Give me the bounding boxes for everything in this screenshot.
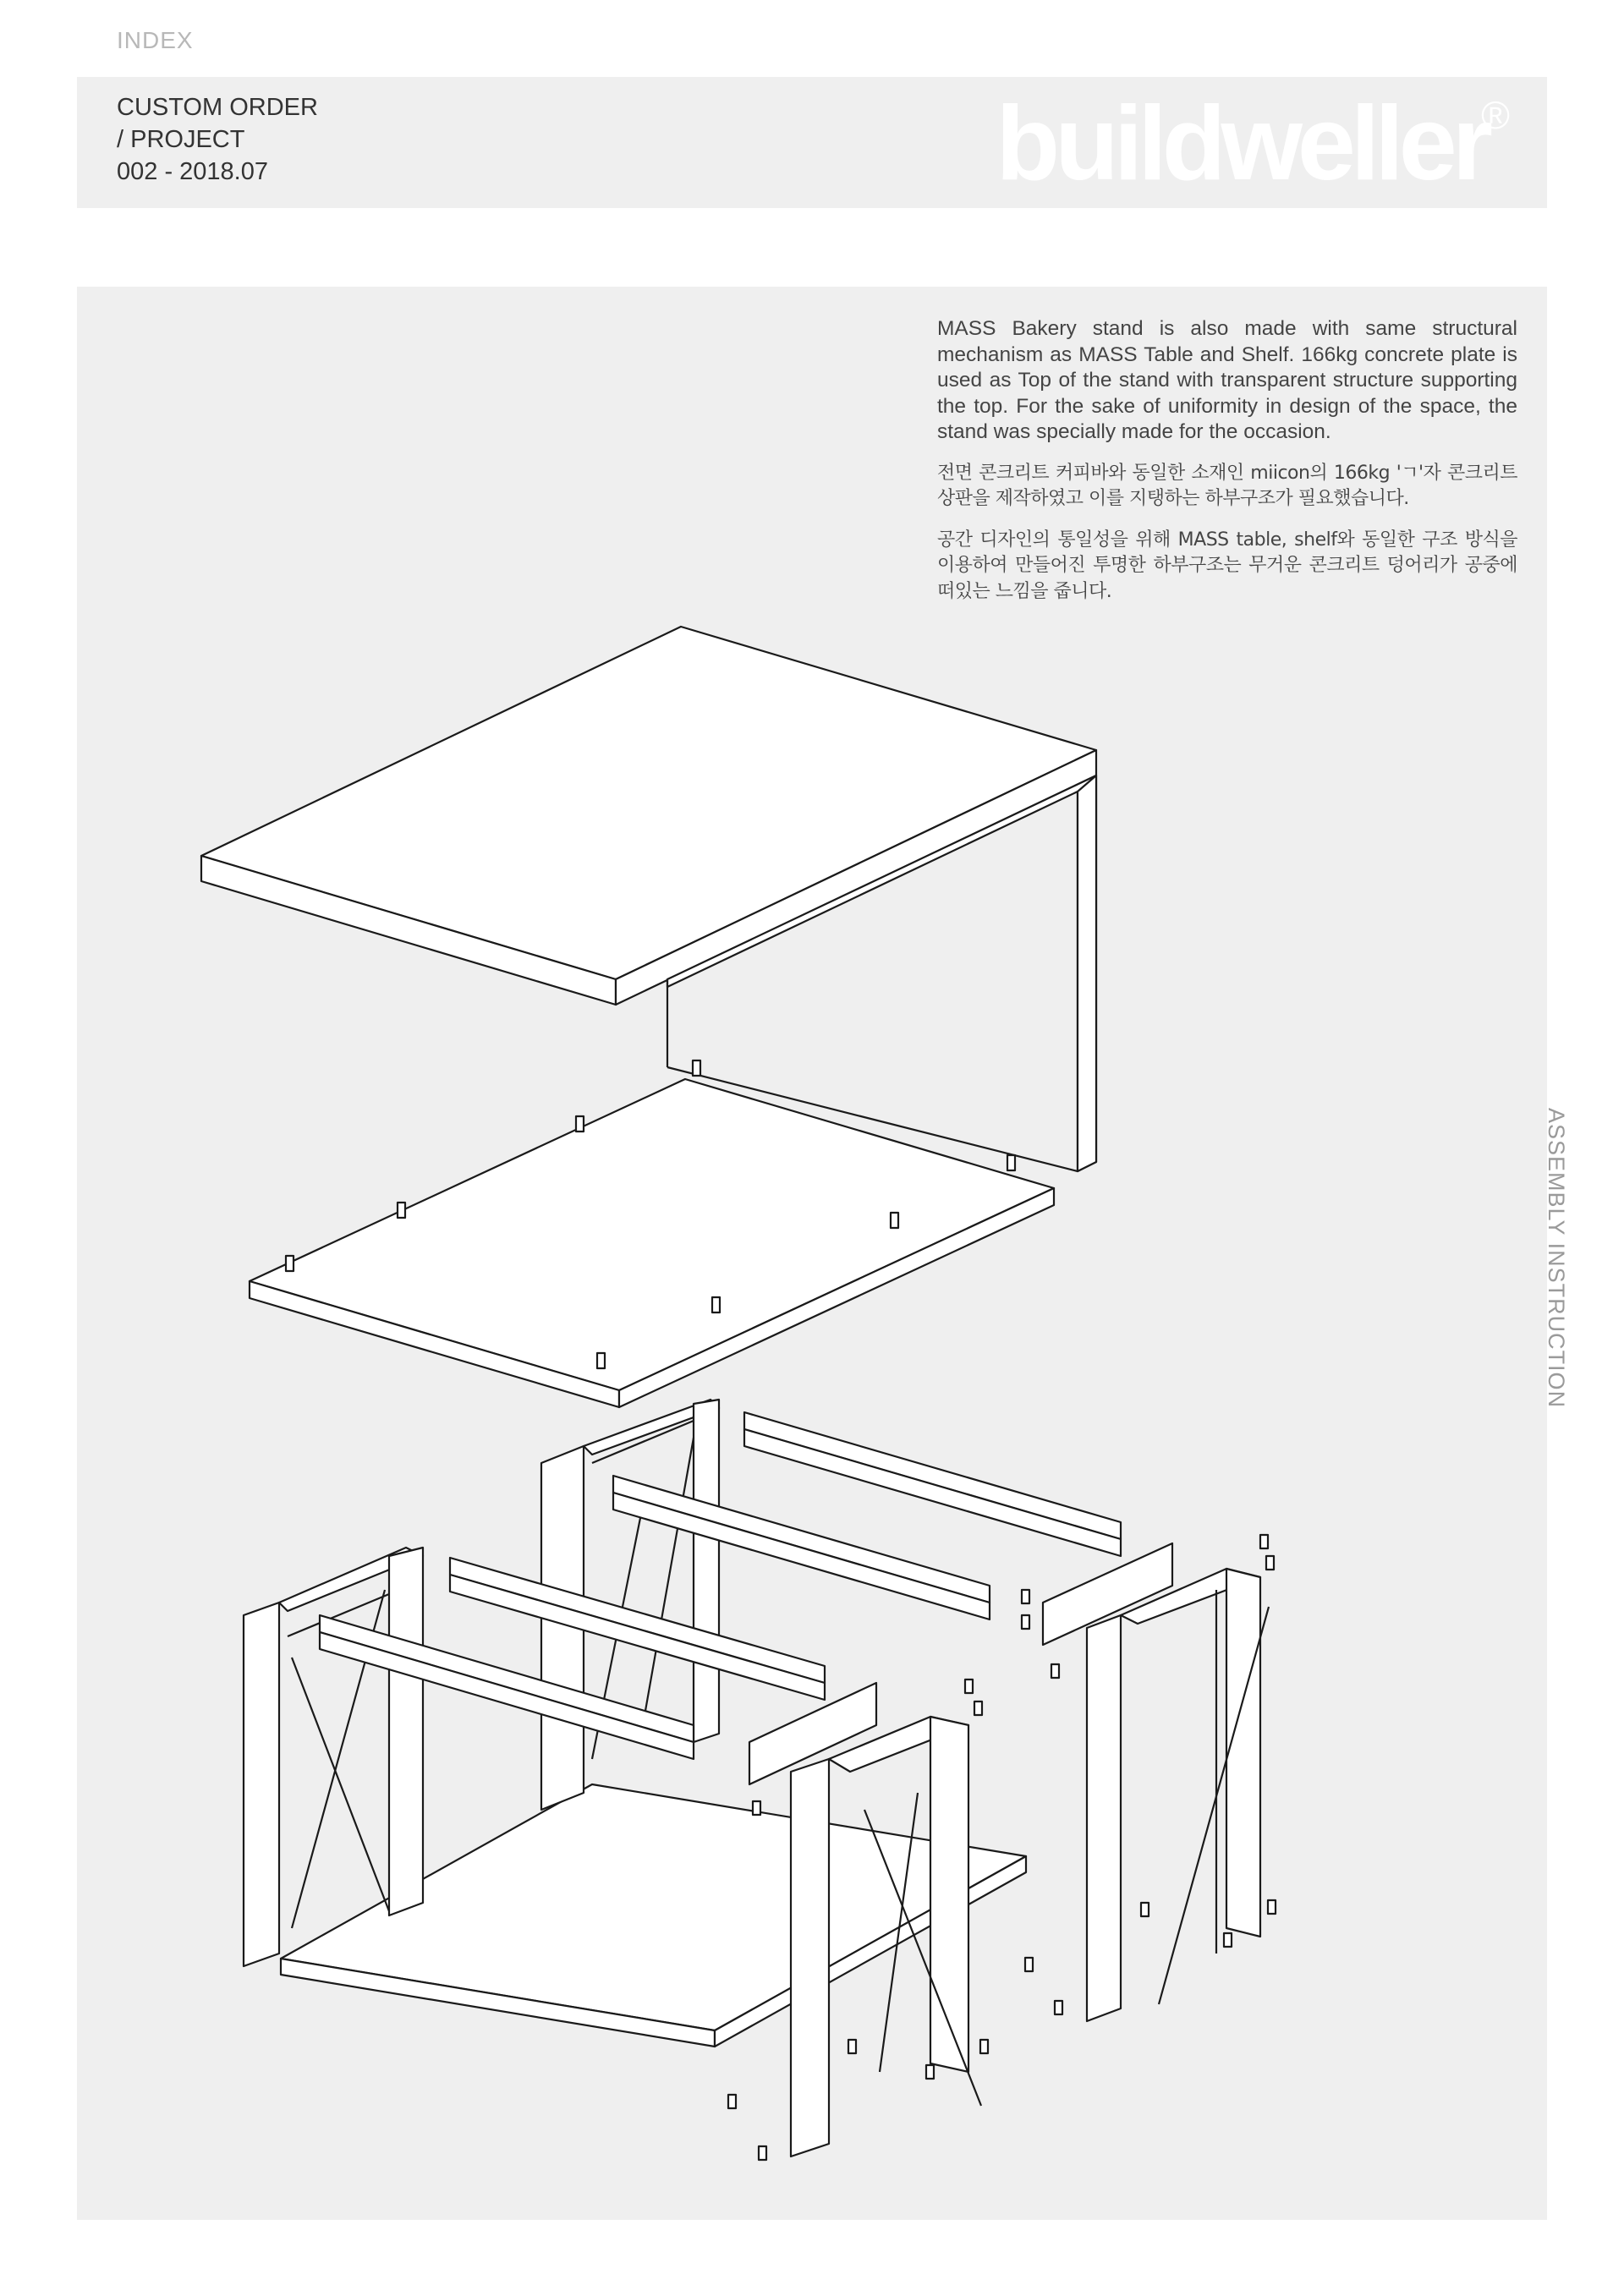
registered-mark: ® xyxy=(1481,93,1510,137)
description-en: MASS Bakery stand is also made with same structural mechanism as MASS Table and Shelf. 166kg concrete plate is used as Top of the stand with transparent structure supporting the top. For the sake of uniformity in design of the space, the stand was specially made for the occasion. xyxy=(937,317,1517,443)
description-ko-1: 전면 콘크리트 커피바와 동일한 소재인 miicon의 166kg 'ㄱ'자 콘크리트 상판을 제작하였고 이를 지탱하는 하부구조가 필요했습니다. xyxy=(937,462,1517,509)
assembly-drawing xyxy=(77,287,1547,2220)
mounting-plate xyxy=(250,1079,1054,1407)
side-label: ASSEMBLY INSTRUCTION xyxy=(1544,1108,1569,1409)
concrete-top xyxy=(201,627,1096,1171)
project-info xyxy=(117,91,318,188)
assembly-panel xyxy=(77,287,1547,2220)
front-left-frame xyxy=(244,1548,423,1966)
brand-logo: buildweller xyxy=(996,85,1488,202)
header-bar xyxy=(77,77,1547,208)
project-number: 002 - 2018.07 xyxy=(117,158,268,185)
description-ko-2: 공간 디자인의 통일성을 위해 MASS table, shelf와 동일한 구조 방식을 이용하여 만들어진 투명한 하부구조는 무거운 콘크리트 덩어리가 공중에 떠있는 느낌을 줍니다. xyxy=(937,529,1517,602)
index-label: INDEX xyxy=(117,27,194,53)
back-right-frame xyxy=(1087,1569,1269,2021)
project-type: CUSTOM ORDER xyxy=(117,94,318,121)
project-subtype: / PROJECT xyxy=(117,126,245,153)
